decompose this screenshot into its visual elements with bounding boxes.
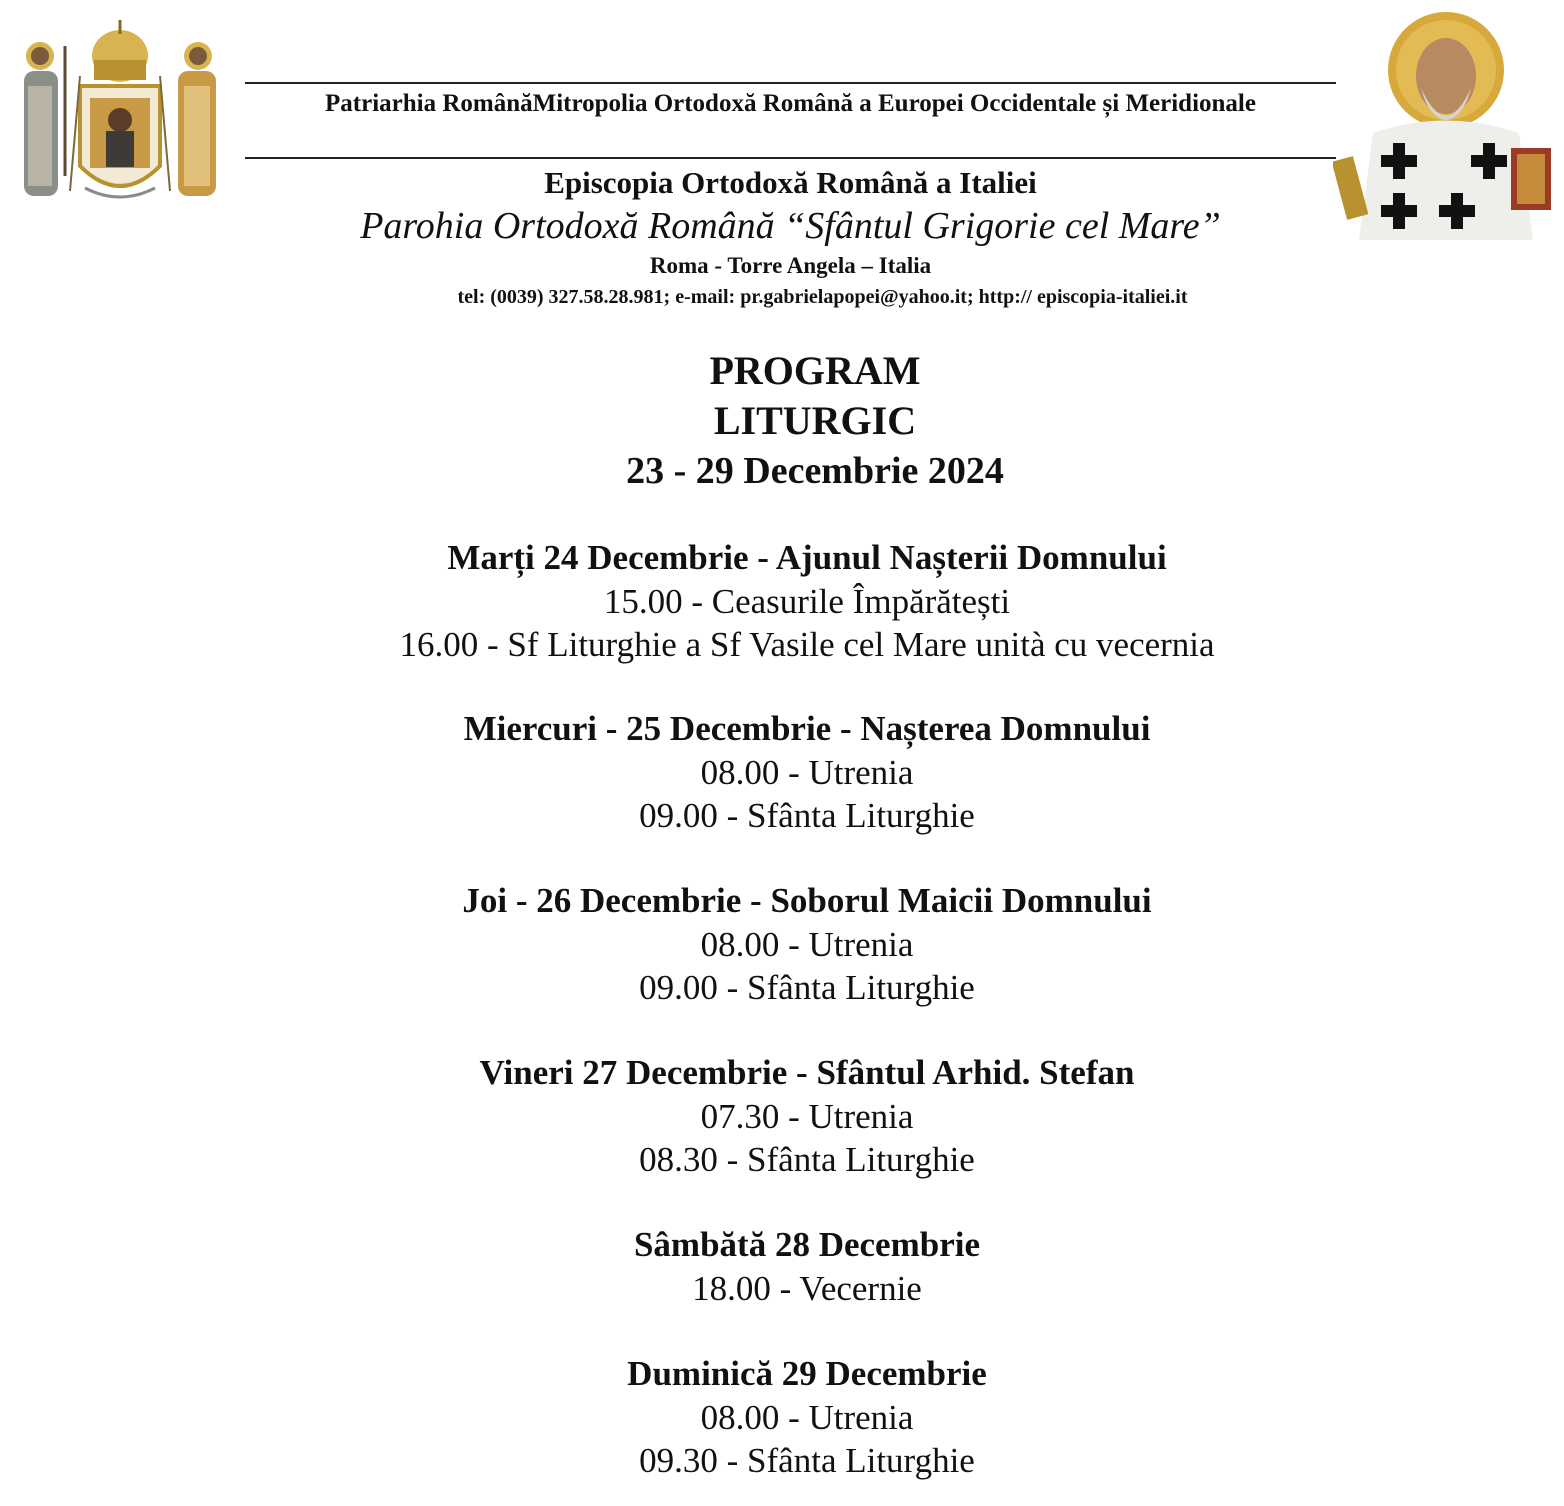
- page-title-dates: 23 - 29 Decembrie 2024: [626, 450, 1004, 492]
- event-heading: Sâmbătă 28 Decembrie: [633, 1225, 981, 1264]
- service-line: 09.00 - Sfânta Liturghie: [639, 968, 975, 1007]
- parish-location: Roma - Torre Angela – Italia: [649, 253, 932, 278]
- diocese-heading: Episcopia Ortodoxă Română a Italiei: [544, 165, 1037, 200]
- event-block: [0, 1352, 1564, 1482]
- header-top-rule: [245, 82, 1336, 84]
- event-block: [0, 707, 1564, 837]
- diocese-coat-of-arms-icon: [10, 16, 225, 212]
- event-block: [0, 1051, 1564, 1181]
- service-line: 08.00 - Utrenia: [700, 1398, 914, 1437]
- parish-name: Parohia Ortodoxă Română “Sfântul Grigorie cel Mare”: [360, 205, 1221, 247]
- service-line: 08.30 - Sfânta Liturghie: [639, 1140, 975, 1179]
- patriarchate-heading: Patriarhia RomânăMitropolia Ortodoxă Română a Europei Occidentale și Meridionale: [325, 90, 1256, 117]
- service-line: 08.00 - Utrenia: [700, 753, 914, 792]
- event-heading: Joi - 26 Decembrie - Soborul Maicii Domnului: [462, 881, 1152, 920]
- event-block: [0, 1223, 1564, 1310]
- service-line: 15.00 - Ceasurile Împărătești: [603, 582, 1011, 621]
- event-heading: Marți 24 Decembrie - Ajunul Nașterii Domnului: [447, 538, 1167, 577]
- saint-gregory-icon: [1333, 8, 1559, 240]
- event-heading: Miercuri - 25 Decembrie - Nașterea Domnului: [463, 709, 1151, 748]
- page-title-line1: PROGRAM: [709, 348, 921, 393]
- service-line: 09.00 - Sfânta Liturghie: [639, 796, 975, 835]
- event-heading: Vineri 27 Decembrie - Sfântul Arhid. Stefan: [479, 1053, 1135, 1092]
- event-heading: Duminică 29 Decembrie: [627, 1354, 987, 1393]
- service-line: 07.30 - Utrenia: [700, 1097, 914, 1136]
- page-title-line2: LITURGIC: [713, 398, 917, 443]
- service-line: 16.00 - Sf Liturghie a Sf Vasile cel Mare unità cu vecernia: [399, 625, 1215, 664]
- service-line: 09.30 - Sfânta Liturghie: [639, 1441, 975, 1480]
- service-line: 08.00 - Utrenia: [700, 925, 914, 964]
- contact-info: tel: (0039) 327.58.28.981; e-mail: pr.gabrielapopei@yahoo.it; http:// episcopia-italiei.it: [457, 286, 1188, 308]
- service-line: 18.00 - Vecernie: [692, 1269, 922, 1308]
- event-block: [0, 536, 1564, 666]
- header-middle-rule: [245, 157, 1336, 159]
- event-block: [0, 879, 1564, 1009]
